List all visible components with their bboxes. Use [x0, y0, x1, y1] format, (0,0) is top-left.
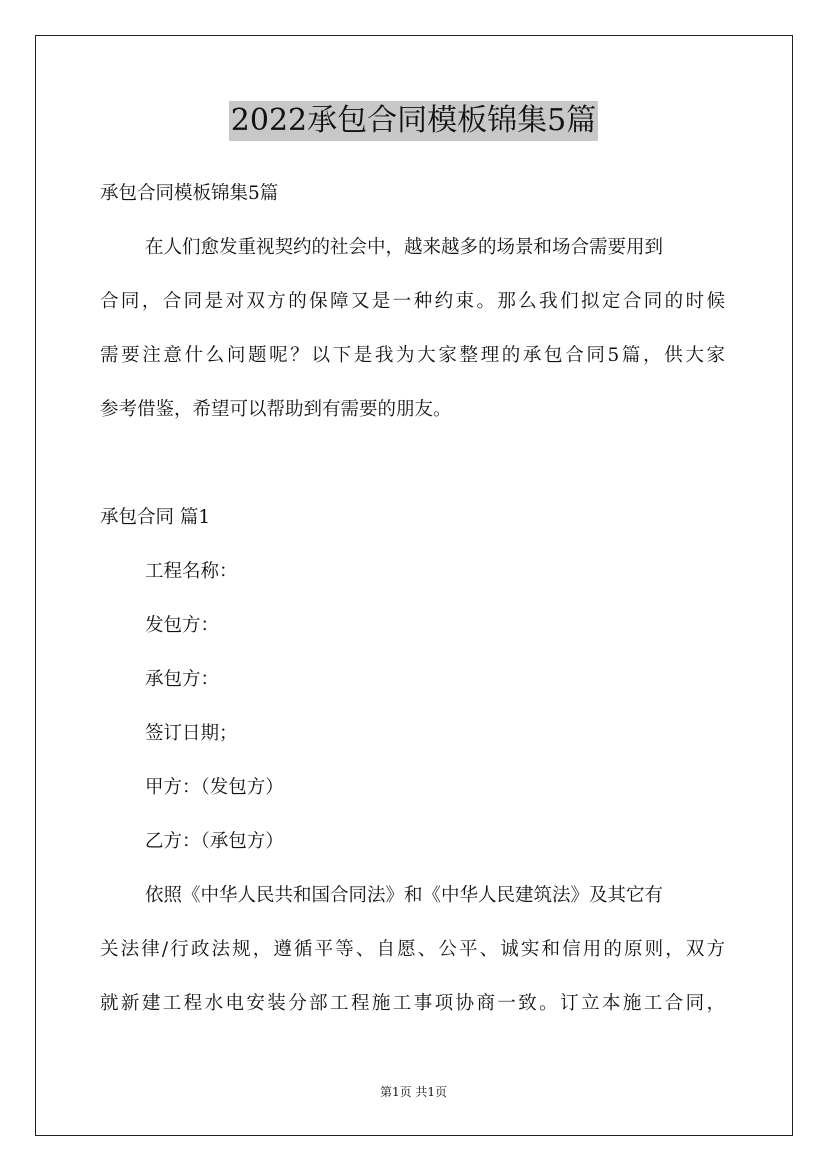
field-contractor: 承包方：	[145, 669, 220, 690]
field-party-b: 乙方：（承包方）	[145, 831, 284, 852]
body-paragraph-line: 关法律/行政法规，遵循平等、自愿、公平、诚实和信用的原则，双方	[100, 939, 725, 960]
document-title: 2022承包合同模板锦集5篇	[229, 101, 598, 141]
intro-paragraph-line: 在人们愈发重视契约的社会中，越来越多的场景和场合需要用到	[145, 237, 664, 258]
intro-paragraph-line: 合同，合同是对双方的保障又是一种约束。那么我们拟定合同的时候	[100, 291, 725, 312]
field-party-a: 甲方：（发包方）	[145, 777, 284, 798]
document-subtitle: 承包合同模板锦集5篇	[100, 183, 279, 204]
intro-paragraph-line: 需要注意什么问题呢？以下是我为大家整理的承包合同5篇，供大家	[100, 345, 725, 366]
section-heading: 承包合同 篇1	[100, 507, 211, 528]
page-footer: 第1页 共1页	[379, 1085, 448, 1099]
intro-paragraph-line: 参考借鉴，希望可以帮助到有需要的朋友。	[100, 399, 452, 420]
body-paragraph-line: 依照《中华人民共和国合同法》和《中华人民建筑法》及其它有	[145, 885, 664, 906]
body-paragraph-line: 就新建工程水电安装分部工程施工事项协商一致。订立本施工合同，	[100, 993, 725, 1014]
field-signing-date: 签订日期；	[145, 723, 238, 744]
field-project-name: 工程名称：	[145, 561, 238, 582]
title-container	[0, 101, 827, 141]
field-employer: 发包方：	[145, 615, 220, 636]
